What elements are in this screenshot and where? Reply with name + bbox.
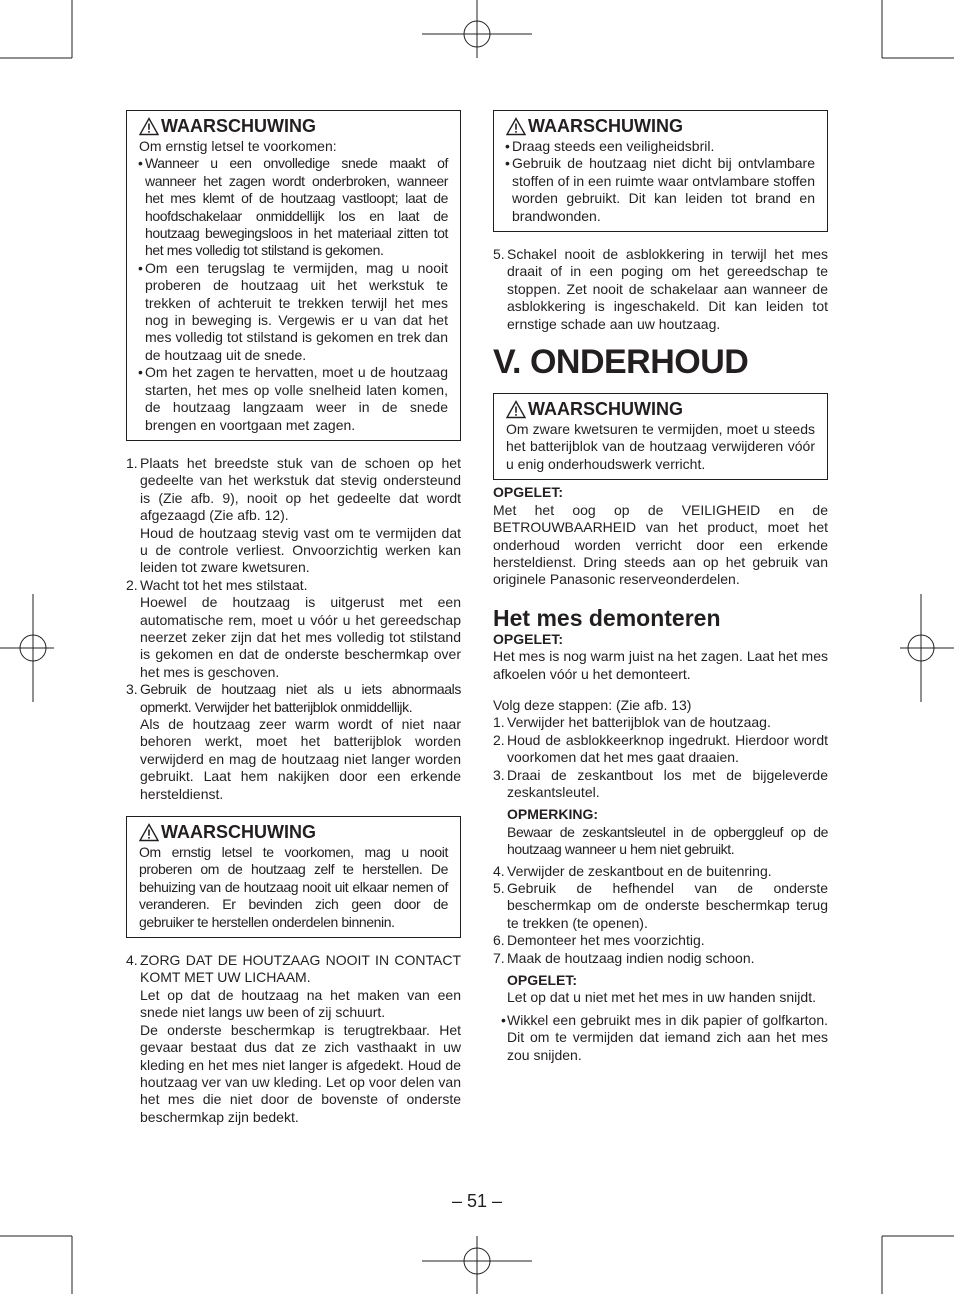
step-item: 3. Gebruik de houtzaag niet als u iets abnormaals opmerkt. Verwijder het batterijblok onmiddellijk. Als de houtzaag zeer warm wordt of niet naar behoren werkt, moet het batterijblok worden verwijderd en mag de houtzaag niet langer worden gebruikt. Laat hem nakijken door een erkende hersteldienst.: [126, 681, 461, 802]
caution-label: OPGELET:: [507, 972, 578, 989]
final-bullet: • Wikkel een gebruikt mes in dik papier of golfkarton. Dit om te vermijden dat iemand zich aan het mes zou snijden.: [502, 1012, 828, 1064]
step-item: 5. Schakel nooit de asblokkering in terwijl het mes draait of in een poging om het gereedschap te stoppen. Zet nooit de schakelaar aan wanneer de asblokkering is ingeschakeld. Dit kan leiden tot ernstige schade aan uw houtzaag.: [493, 246, 828, 332]
warning-text: Om ernstig letsel te voorkomen, mag u nooit proberen om de houtzaag zelf te herstellen. De behuizing van de houtzaag nooit uit elkaar nemen of veranderen. Er bevinden zich geen door de gebruiker te herstellen onderdelen binnenin.: [139, 844, 448, 930]
steps-list-5: [493, 863, 828, 967]
step-item: 4. Verwijder de zeskantbout en de buitenring.: [493, 862, 772, 879]
right-column: [493, 110, 828, 1064]
steps-intro: Volg deze stappen: (Zie afb. 13): [493, 696, 692, 713]
warning-box-4: [493, 393, 828, 480]
caution-label: OPGELET:: [493, 484, 564, 501]
warning-triangle-icon: [506, 117, 526, 136]
steps-list-3: [493, 246, 828, 333]
warning-box-2: [126, 816, 461, 938]
warning-bullet: • Om een terugslag te vermijden, mag u nooit proberen de houtzaag uit het werkstuk te trekken of achteruit te trekken terwijl het mes nog in beweging is. Vergewis er u van dat het mes volledig tot stilstand is gekomen en trek dan de houtzaag uit de snede.: [139, 260, 448, 364]
warning-title: WAARSCHUWING: [139, 821, 448, 843]
step-item: 2. Wacht tot het mes stilstaat. Hoewel de houtzaag is uitgerust met een automatische rem, moet u vóór u het gereedschap neerzet zeker zijn dat het mes volledig tot stilstand is gekomen en dat de onderste beschermkap over het mes is geschoven.: [126, 576, 461, 680]
warning-title: WAARSCHUWING: [139, 115, 448, 137]
caution-text: Het mes is nog warm juist na het zagen. Laat het mes afkoelen vóór u het demonteert.: [493, 648, 828, 682]
steps-list-2: [126, 952, 461, 1126]
warning-box-1: [126, 110, 461, 441]
section-title: V. ONDERHOUD: [493, 343, 749, 382]
final-bullet-block: [493, 1012, 828, 1064]
steps-list-4: [493, 714, 828, 801]
page-number: – 51 –: [451, 1191, 503, 1211]
warning-intro: Om ernstig letsel te voorkomen:: [139, 138, 337, 154]
note-label: OPMERKING:: [507, 806, 598, 823]
warning-title: WAARSCHUWING: [506, 398, 815, 420]
caution-text: Let op dat u niet met het mes in uw handen snijdt.: [507, 989, 816, 1006]
step-item: 1. Plaats het breedste stuk van de schoen op het gedeelte van het werkstuk dat stevig ondersteund is (Zie afb. 9), nooit op het gedeelte dat wordt afgezaagd (Zie afb. 12). Houd de houtzaag stevig vast om te vermijden dat u de controle verliest. Onvoorzichtig werken kan leiden tot zware kwetsuren.: [126, 454, 461, 576]
caution-label: OPGELET:: [493, 630, 564, 647]
warning-text: Om zware kwetsuren te vermijden, moet u steeds het batterijblok van de houtzaag verwijderen vóór u enig onderhoudswerk verricht.: [506, 421, 815, 472]
warning-bullet: • Gebruik de houtzaag niet dicht bij ontvlambare stoffen of in een ruimte waar ontvlambare stoffen worden gebruikt. Dit kan leiden tot brand en brandwonden.: [506, 155, 815, 225]
step-item: 7. Maak de houtzaag indien nodig schoon.: [493, 949, 755, 966]
step-item: 2. Houd de asblokkeerknop ingedrukt. Hierdoor wordt voorkomen dat het mes gaat draaien.: [493, 731, 828, 766]
warning-title: WAARSCHUWING: [506, 115, 815, 137]
step-item: 5. Gebruik de hefhendel van de onderste beschermkap om de onderste beschermkap terug te trekken (te openen).: [493, 880, 828, 931]
note-text: Bewaar de zeskantsleutel in de opberggleuf op de houtzaag wanneer u hem niet gebruikt.: [507, 823, 828, 858]
step-item: 4. ZORG DAT DE HOUTZAAG NOOIT IN CONTACT KOMT MET UW LICHAAM. Let op dat de houtzaag na het maken van een snede niet langs uw been of zij schuurt. De onderste beschermkap is terugtrekbaar. Het gevaar bestaat dus dat ze zich vasthaakt in uw kleding en het mes niet langer is afgedekt. Houd de houtzaag ver van uw kleding. Let op voor delen van het mes die niet door de bovenste of onderste beschermkap zijn bedekt.: [126, 952, 461, 1125]
subsection-title: Het mes demonteren: [493, 604, 721, 631]
left-column: [126, 110, 461, 1126]
warning-triangle-icon: [506, 400, 526, 419]
caution-text: Met het oog op de VEILIGHEID en de BETROUWBAARHEID van het product, moet het onderhoud worden verricht door een erkende hersteldienst. Dring steeds aan op het gebruik van originele Panasonic reserveonderdelen.: [493, 501, 828, 588]
warning-bullet: • Om het zagen te hervatten, moet u de houtzaag starten, het mes op volle snelheid laten komen, de houtzaag langzaam weer in de snede brengen en voortgaan met zagen.: [139, 364, 448, 434]
step-item: 3. Draai de zeskantbout los met de bijgeleverde zeskantsleutel.: [493, 766, 828, 800]
warning-triangle-icon: [139, 117, 159, 136]
warning-bullet: • Wanneer u een onvolledige snede maakt of wanneer het zagen wordt onderbroken, wanneer het mes klemt of de houtzaag vastloopt; laat de hoofdschakelaar onmiddellijk los en laat de houtzaag bewegingsloos in het materiaal zitten tot het mes volledig tot stilstand is gekomen.: [139, 155, 448, 259]
note-block: [493, 806, 828, 858]
warning-bullet: • Draag steeds een veiligheidsbril.: [506, 138, 815, 155]
step-item: 1. Verwijder het batterijblok van de houtzaag.: [493, 714, 771, 731]
warning-triangle-icon: [139, 823, 159, 842]
warning-box-3: [493, 110, 828, 232]
step-item: 6. Demonteer het mes voorzichtig.: [493, 932, 705, 949]
steps-list-1: [126, 455, 461, 803]
caution-block: [493, 972, 828, 1007]
